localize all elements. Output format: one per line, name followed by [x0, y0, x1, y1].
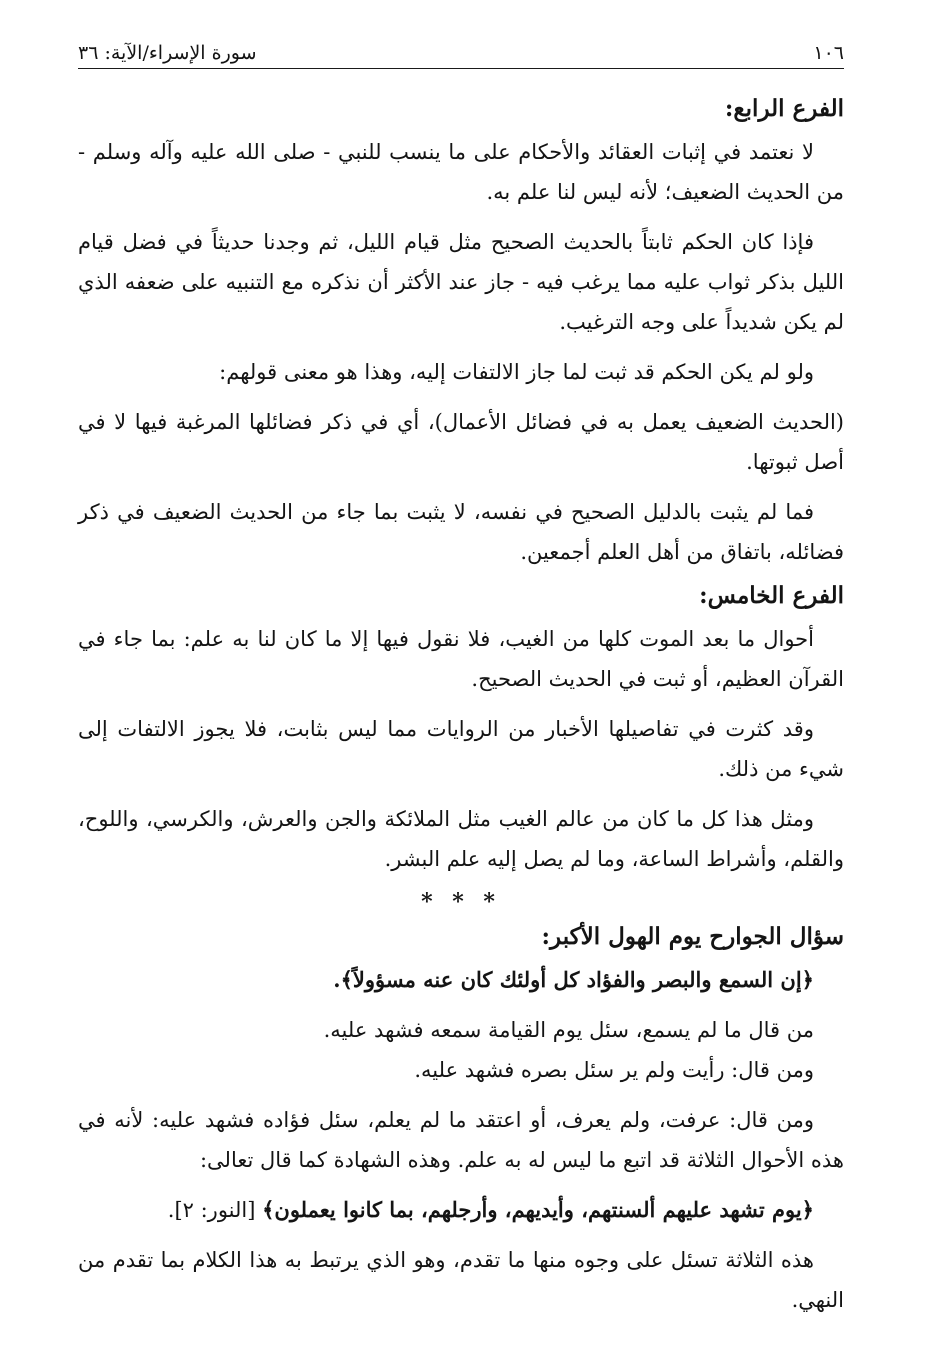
page-number: ١٠٦ [813, 42, 844, 64]
paragraph: ومثل هذا كل ما كان من عالم الغيب مثل الملائكة والجن والعرش، والكرسي، واللوح، والقلم، وأشراط الساعة، وما لم يصل إليه علم البشر. [78, 807, 844, 871]
page-header [78, 42, 844, 69]
quran-verse: ﴿إن السمع والبصر والفؤاد كل أولئك كان عنه مسؤولاً﴾. [333, 967, 814, 992]
page-body [78, 95, 844, 1320]
quran-verse: ﴿يوم تشهد عليهم ألسنتهم، وأيديهم، وأرجلهم، بما كانوا يعملون﴾ [262, 1197, 814, 1222]
question-heading: سؤال الجوارح يوم الهول الأكبر: [541, 923, 844, 950]
paragraph: أحوال ما بعد الموت كلها من الغيب، فلا نقول فيها إلا ما كان لنا به علم: بما جاء في القرآن العظيم، أو ثبت في الحديث الصحيح. [78, 627, 844, 691]
paragraph: ومن قال: عرفت، ولم يعرف، أو اعتقد ما لم يعلم، سئل فؤاده فشهد عليه: لأنه في هذه الأحوال الثلاثة قد اتبع ما ليس له به علم. وهذه الشهادة كما قال تعالى: [78, 1108, 844, 1172]
paragraph: فما لم يثبت بالدليل الصحيح في نفسه، لا يثبت بما جاء من الحديث الضعيف في ذكر فضائله، باتفاق من أهل العلم أجمعين. [78, 500, 844, 564]
branch-four-heading: الفرع الرابع: [724, 95, 844, 122]
paragraph: هذه الثلاثة تسئل على وجوه منها ما تقدم، وهو الذي يرتبط به هذا الكلام بما تقدم من النهي. [78, 1248, 844, 1312]
running-title: سورة الإسراء/الآية: ٣٦ [78, 42, 257, 64]
paragraph: من قال ما لم يسمع، سئل يوم القيامة سمعه فشهد عليه. [323, 1018, 814, 1042]
verse-reference: [النور: ٢]. [167, 1198, 263, 1222]
paragraph: (الحديث الضعيف يعمل به في فضائل الأعمال)، أي في ذكر فضائلها المرغبة فيها لا في أصل ثبوتها. [78, 410, 844, 474]
paragraph: فإذا كان الحكم ثابتاً بالحديث الصحيح مثل قيام الليل، ثم وجدنا حديثاً في فضل قيام الليل بذكر ثواب عليه مما يرغب فيه - جاز عند الأكثر أن نذكره مع التنبيه على ضعفه الذي لم يكن شديداً على وجه الترغيب. [78, 230, 844, 334]
paragraph: وقد كثرت في تفاصيلها الأخبار من الروايات مما ليس بثابت، فلا يجوز الالتفات إلى شيء من ذلك. [78, 717, 844, 781]
section-separator: * * * [421, 889, 501, 915]
quran-verse-with-reference [78, 1190, 844, 1230]
paragraph: ولو لم يكن الحكم قد ثبت لما جاز الالتفات إليه، وهذا هو معنى قولهم: [219, 360, 814, 384]
branch-five-heading: الفرع الخامس: [699, 582, 844, 609]
paragraph: لا نعتمد في إثبات العقائد والأحكام على ما ينسب للنبي - صلى الله عليه وآله وسلم - من الحديث الضعيف؛ لأنه ليس لنا علم به. [78, 140, 844, 204]
paragraph: ومن قال: رأيت ولم ير سئل بصره فشهد عليه. [414, 1058, 814, 1082]
